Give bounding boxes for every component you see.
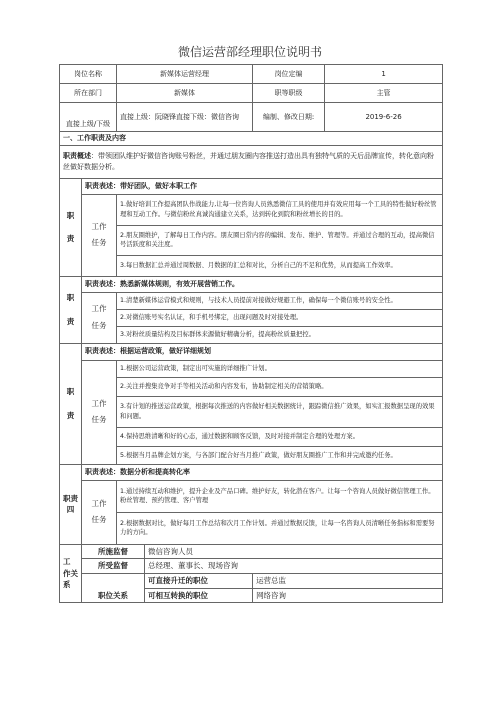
duty-2-item-3: 3.对粉丝质量结构及目标群体来源做好精确分析，提高粉丝质量把控。	[117, 326, 443, 343]
position-code-value: 1	[325, 65, 443, 84]
document-title: 微信运营部经理职位说明书	[177, 45, 322, 59]
duty-2-item-2: 2.对微信账号实名认证，和手机号绑定，出现问题及时对接处理。	[117, 309, 443, 326]
duty-3-item-4: 4.保持思维清晰和好的心态，通过数据和顾客反馈，及时对接并制定合理的处理方案。	[117, 427, 443, 446]
duty-2-task-label: 工作 任务	[82, 292, 117, 343]
overview-label: 职责概述	[63, 152, 91, 160]
duty-4-item-2: 2.根据数据对比，做好每月工作总结和次月工作计划。并通过数据反馈，让每一名咨询人员清晰任务指标和需要努力的方向。	[117, 512, 443, 544]
duty-3-item-3: 3.有计划的推送运营政策，根据每次推送的内容做好相关数据统计，跟踪微信推广效果，如实汇报数据呈现的效果和问题。	[117, 396, 443, 427]
duty-3-label: 职 责	[60, 343, 82, 464]
duty-3-item-1: 1.根据公司运营政策，制定出可实施的详细推广计划。	[117, 360, 443, 377]
rotation-label: 可相互转换的职位	[145, 588, 253, 603]
revision-date-label: 编制、修改日期:	[253, 103, 325, 132]
rotation-value: 网络咨询	[253, 588, 443, 603]
section-heading: 一、工作职责及内容	[60, 132, 443, 146]
position-name-value: 新媒体运营经理	[117, 65, 253, 84]
duty-2-description: 职责表述：熟悉新媒体规则，有效开展营销工作。	[82, 276, 443, 292]
promotion-value: 运营总监	[253, 574, 443, 589]
supervision-value: 总经理、董事长、现场咨询	[145, 559, 443, 574]
position-name-label: 岗位名称	[60, 65, 117, 84]
reporting-label: 直接上级/下级	[60, 103, 117, 132]
work-relations-label: 工 作关 系	[60, 544, 82, 603]
job-description-table	[59, 64, 443, 603]
duty-3-item-5: 5.根据当月品牌企划方案，与各部门配合好当月推广政策，做好朋友圈推广工作和并完成邀约任务。	[117, 446, 443, 464]
duty-4-item-1: 1.通过持续互动和维护，提升企业及产品口碑。维护好友，转化潜在客户。让每一个咨询人员做好微信管理工作。粉丝管理、预约管理、客户管理	[117, 480, 443, 512]
overview-text: ：带领团队维护好微信咨询账号粉丝，并通过朋友圈内容推送打造出具有独特气质的天后品牌宣传，转化意向粉丝做好数据分析。	[63, 152, 434, 171]
duty-4-task-label: 工作 任务	[82, 480, 117, 544]
position-relations-label: 职位关系	[82, 574, 145, 603]
department-value: 新媒体	[117, 84, 253, 103]
duty-2-item-1: 1.清楚新媒体运营模式和规则，与技术人员提前对接做好规避工作，确保每一个微信账号的安全性。	[117, 292, 443, 309]
reporting-value: 直接上级：阮晓锋直接下级：微信咨询	[117, 103, 253, 132]
duty-3-description: 职责表述：根据运营政策，做好详细规划	[82, 343, 443, 360]
department-label: 所在部门	[60, 84, 117, 103]
duty-1-item-1: 1.做好培训工作提高团队作战能力,让每一位咨询人员熟悉微信工具的使用并有效应用每一个工具的特性做好粉丝管理和互动工作。与微信粉丝真诚沟通建立关系，达到转化到院和粉丝增长的目的。	[117, 194, 443, 225]
rank-value: 主管	[325, 84, 443, 103]
supervised-by-label: 所施监督	[82, 544, 145, 559]
duty-4-label: 职责 四	[60, 464, 82, 544]
duty-1-item-2: 2.朋友圈维护，了解每日工作内容。朋友圈日常内容的编辑、发布、维护、管理等。并通过合理的互动，提高微信号活跃度和关注度。	[117, 225, 443, 255]
duty-1-item-3: 3.每日数据汇总并通过周数据、月数据的汇总和对比，分析自己的不足和优势，从而提高工作效率。	[117, 255, 443, 276]
duty-2-label: 职 责	[60, 276, 82, 343]
position-code-label: 岗位定编	[253, 65, 325, 84]
duty-1-task-label: 工作 任务	[82, 194, 117, 276]
responsibility-overview	[60, 145, 443, 178]
duty-1-label: 职 责	[60, 178, 82, 276]
promotion-label: 可直接升迁的职位	[145, 574, 253, 589]
rank-label: 职等职级	[253, 84, 325, 103]
duty-4-description: 职责表述：数据分析和提高转化率	[82, 464, 443, 480]
supervised-by-value: 微信咨询人员	[145, 544, 443, 559]
duty-3-item-2: 2.关注并搜集竞争对手等相关活动和内容发布，协助制定相关的营销策略。	[117, 377, 443, 396]
duty-3-task-label: 工作 任务	[82, 360, 117, 464]
supervision-label: 所受监督	[82, 559, 145, 574]
duty-1-description: 职责表述：带好团队，做好本职工作	[82, 178, 443, 194]
revision-date-value: 2019-6-26	[325, 103, 443, 132]
